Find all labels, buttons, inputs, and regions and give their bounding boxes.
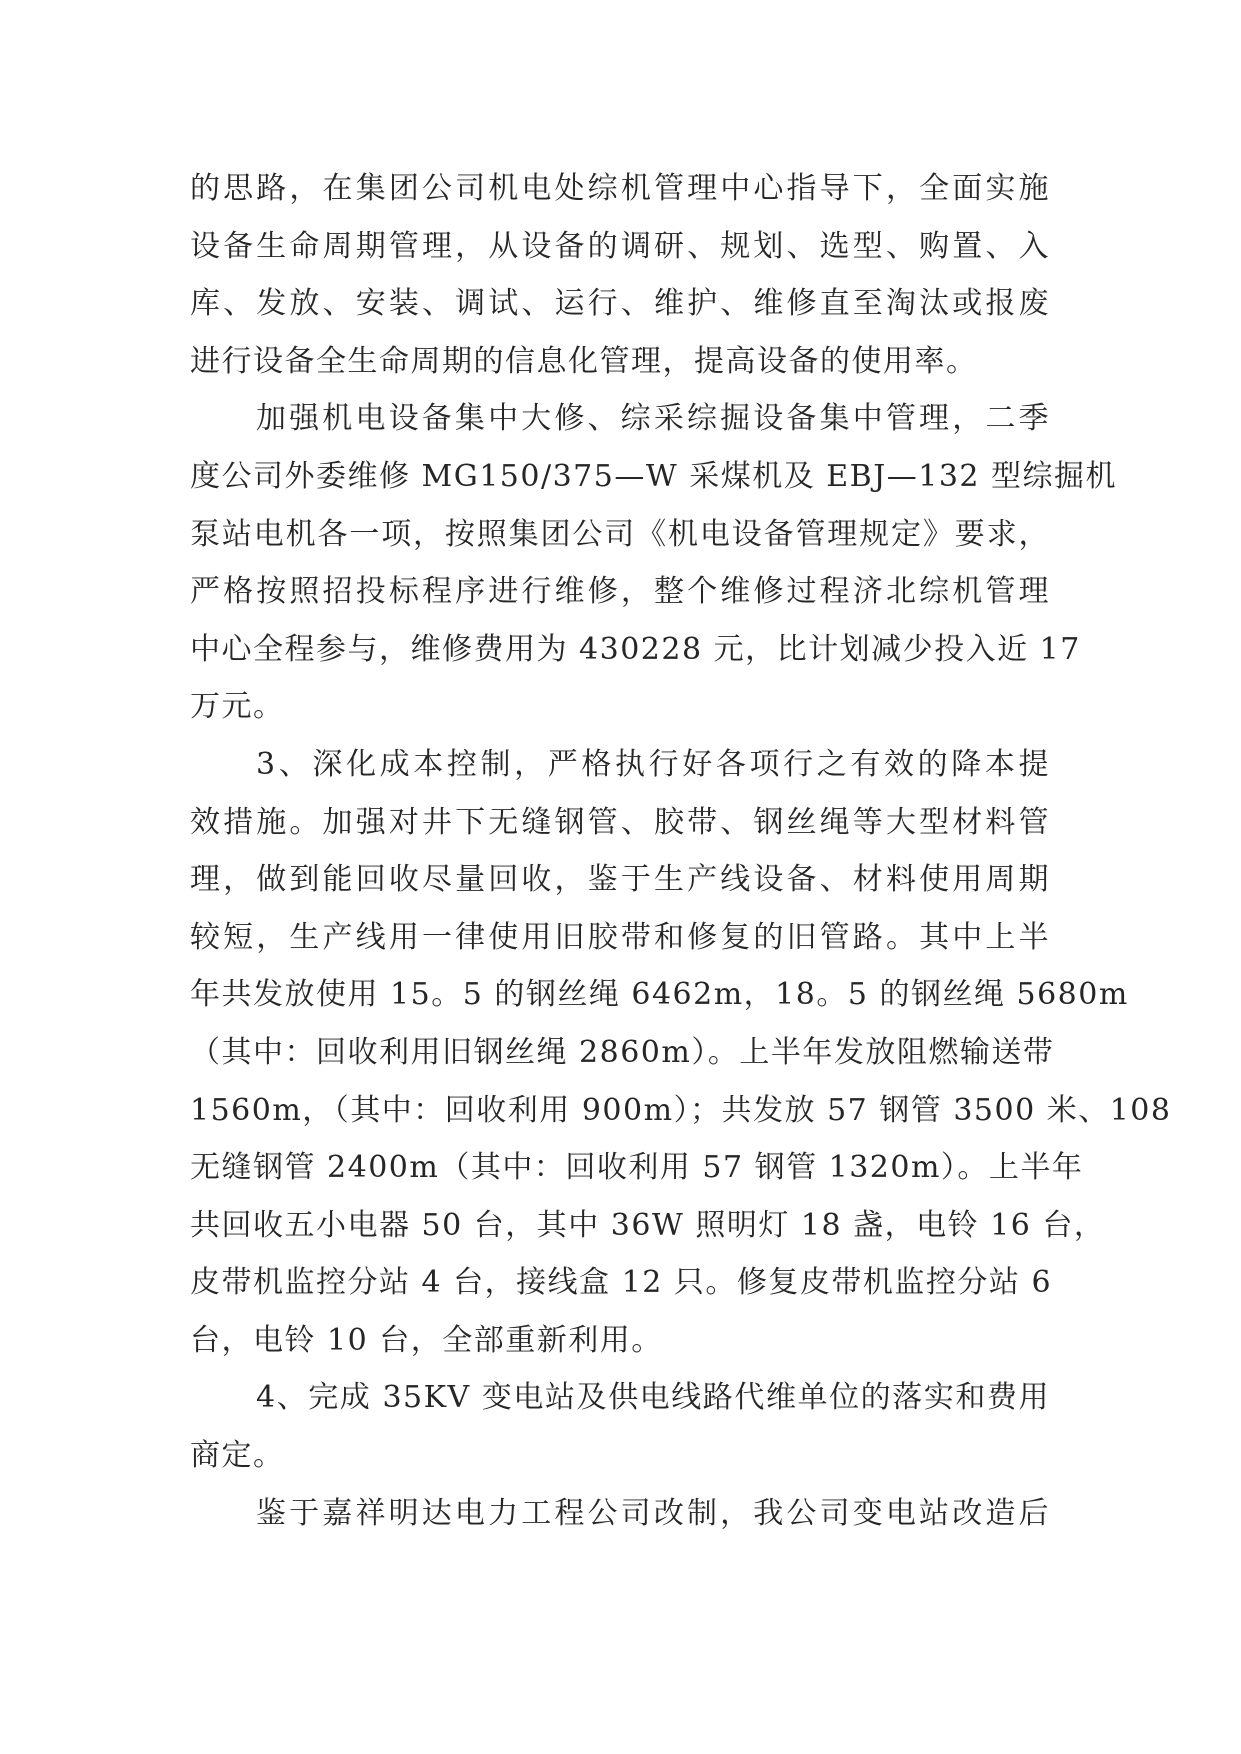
paragraph	[190, 160, 1050, 390]
text-line: 度公司外委维修 MG150/375—W 采煤机及 EBJ—132 型综掘机	[190, 458, 1118, 494]
text-line: 理，做到能回收尽量回收，鉴于生产线设备、材料使用周期	[190, 862, 1050, 898]
text-line: 3、深化成本控制，严格执行好各项行之有效的降本提	[256, 746, 1050, 782]
text-line: 年共发放使用 15。5 的钢丝绳 6462m，18。5 的钢丝绳 5680m	[190, 977, 1129, 1013]
text-line: 共回收五小电器 50 台，其中 36W 照明灯 18 盏，电铃 16 台，	[190, 1207, 1106, 1243]
text-line: 台，电铃 10 台，全部重新利用。	[190, 1322, 663, 1358]
text-line: 鉴于嘉祥明达电力工程公司改制，我公司变电站改造后	[256, 1495, 1050, 1531]
text-line: 库、发放、安装、调试、运行、维护、维修直至淘汰或报废	[190, 286, 1050, 322]
text-line: 皮带机监控分站 4 台，接线盒 12 只。修复皮带机监控分站 6	[190, 1265, 1053, 1301]
paragraph	[190, 736, 1172, 1370]
paragraph	[190, 390, 1118, 736]
paragraph	[190, 1369, 1050, 1484]
text-line: 中心全程参与，维修费用为 430228 元，比计划减少投入近 17	[190, 631, 1081, 667]
text-line: 较短，生产线用一律使用旧胶带和修复的旧管路。其中上半	[190, 919, 1050, 955]
document-body	[190, 160, 1172, 1542]
text-line: 严格按照招投标程序进行维修，整个维修过程济北综机管理	[190, 574, 1050, 610]
text-line: 1560m，（其中：回收利用 900m）；共发放 57 钢管 3500 米、108	[190, 1092, 1172, 1128]
paragraph	[190, 1485, 1050, 1543]
text-line: 商定。	[190, 1438, 285, 1474]
text-line: 万元。	[190, 689, 285, 725]
text-line: 加强机电设备集中大修、综采综掘设备集中管理，二季	[256, 401, 1050, 437]
text-line: 4、完成 35KV 变电站及供电线路代维单位的落实和费用	[256, 1380, 1050, 1416]
text-line: 进行设备全生命周期的信息化管理，提高设备的使用率。	[190, 343, 978, 379]
text-line: 的思路，在集团公司机电处综机管理中心指导下，全面实施	[190, 171, 1050, 206]
text-line: 设备生命周期管理，从设备的调研、规划、选型、购置、入	[190, 228, 1050, 264]
text-line: 无缝钢管 2400m（其中：回收利用 57 钢管 1320m）。上半年	[190, 1150, 1084, 1186]
text-line: 泵站电机各一项，按照集团公司《机电设备管理规定》要求，	[190, 516, 1050, 552]
text-line: 效措施。加强对井下无缝钢管、胶带、钢丝绳等大型材料管	[190, 804, 1050, 840]
text-line: （其中：回收利用旧钢丝绳 2860m）。上半年发放阻燃输送带	[190, 1034, 1055, 1070]
